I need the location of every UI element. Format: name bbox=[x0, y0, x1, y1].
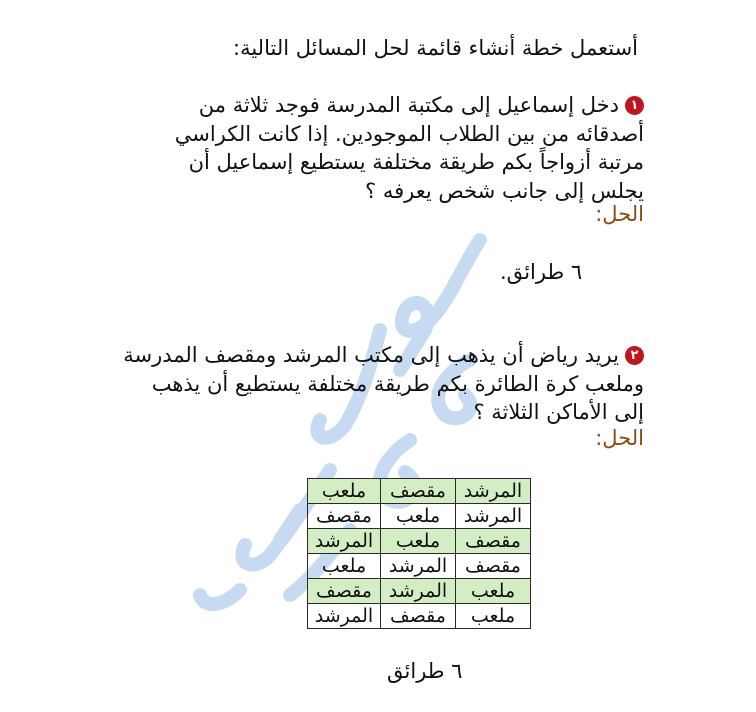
table-row bbox=[308, 529, 531, 554]
table-cell: المرشد bbox=[381, 554, 456, 579]
problem-number-badge: ١ bbox=[625, 96, 644, 115]
routes-table bbox=[307, 478, 531, 629]
table-cell: ملعب bbox=[381, 504, 456, 529]
table-cell: المرشد bbox=[456, 504, 531, 529]
table-cell: ملعب bbox=[308, 479, 381, 504]
table-cell: مقصف bbox=[381, 479, 456, 504]
table-cell: ملعب bbox=[308, 554, 381, 579]
table-cell: المرشد bbox=[308, 529, 381, 554]
table-cell: مقصف bbox=[381, 604, 456, 629]
problem-1-line-2: أصدقائه من بين الطلاب الموجودين. إذا كانت الكراسي bbox=[174, 121, 644, 146]
table-cell: المرشد bbox=[456, 479, 531, 504]
table-cell: المرشد bbox=[308, 604, 381, 629]
problem-number-badge: ٢ bbox=[625, 346, 644, 365]
table-row bbox=[308, 504, 531, 529]
table-row bbox=[308, 479, 531, 504]
table-cell: ملعب bbox=[456, 579, 531, 604]
answer-2: ٦ طرائق bbox=[387, 659, 463, 683]
solution-label-2: الحل: bbox=[595, 426, 644, 450]
solution-label-1: الحل: bbox=[595, 202, 644, 226]
table-cell: مقصف bbox=[456, 529, 531, 554]
intro-instruction: أستعمل خطة أنشاء قائمة لحل المسائل التالية: bbox=[233, 36, 638, 60]
problem-2-line-1: ٢يريد رياض أن يذهب إلى مكتب المرشد ومقصف المدرسة bbox=[104, 341, 644, 370]
table-cell: مقصف bbox=[456, 554, 531, 579]
problem-1 bbox=[124, 91, 644, 205]
problem-1-line-1: ١دخل إسماعيل إلى مكتبة المدرسة فوجد ثلاثة من bbox=[124, 91, 644, 120]
problem-2 bbox=[104, 341, 644, 427]
table-cell: مقصف bbox=[308, 504, 381, 529]
problem-1-line-4: يجلس إلى جانب شخص يعرفه ؟ bbox=[365, 178, 644, 203]
table-cell: ملعب bbox=[381, 529, 456, 554]
table-cell: المرشد bbox=[381, 579, 456, 604]
table-row bbox=[308, 579, 531, 604]
problem-1-line-3: مرتبة أزواجاً بكم طريقة مختلفة يستطيع إسماعيل أن bbox=[188, 150, 644, 174]
answer-1: ٦ طرائق. bbox=[500, 260, 583, 284]
table-row bbox=[308, 554, 531, 579]
table-cell: ملعب bbox=[456, 604, 531, 629]
problem-2-line-3: إلى الأماكن الثلاثة ؟ bbox=[473, 400, 644, 424]
table-row bbox=[308, 604, 531, 629]
table-cell: مقصف bbox=[308, 579, 381, 604]
problem-2-line-2: وملعب كرة الطائرة بكم طريقة مختلفة يستطيع أن يذهب bbox=[151, 371, 644, 396]
